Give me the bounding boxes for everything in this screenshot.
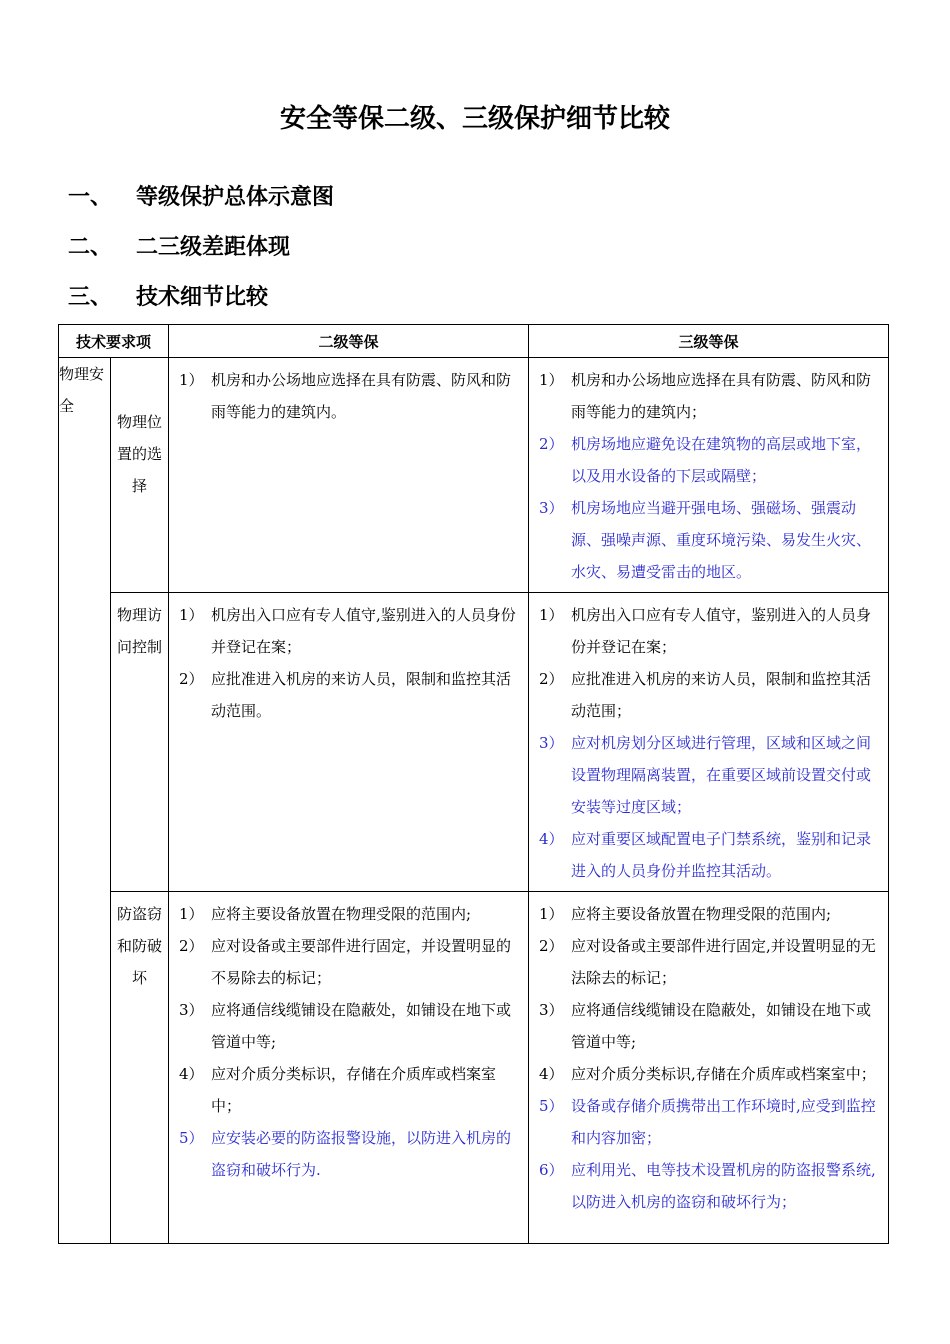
level3-cell bbox=[529, 892, 889, 1244]
section-label: 技术细节比较 bbox=[136, 285, 269, 310]
item-text: 应对机房划分区域进行管理，区域和区域之间设置物理隔离装置，在重要区域前设置交付或安装等过度区域； bbox=[571, 734, 872, 816]
item-number: 1） bbox=[179, 606, 204, 624]
list-item bbox=[535, 898, 882, 930]
item-text: 机房和办公场地应选择在具有防震、防风和防雨等能力的建筑内； bbox=[571, 371, 872, 421]
item-number: 1） bbox=[539, 905, 564, 923]
list-item bbox=[535, 823, 882, 887]
sub-item-label: 物理访问控制 bbox=[117, 606, 163, 656]
list-item bbox=[175, 1058, 522, 1122]
item-number: 5） bbox=[539, 1097, 564, 1115]
sub-item-cell bbox=[111, 892, 169, 1244]
level3-list bbox=[529, 358, 888, 592]
item-text: 机房和办公场地应选择在具有防震、防风和防雨等能力的建筑内。 bbox=[211, 371, 512, 421]
item-number: 2） bbox=[539, 670, 564, 688]
level2-list bbox=[169, 593, 528, 731]
header-requirement: 技术要求项 bbox=[59, 325, 169, 358]
item-number: 6） bbox=[539, 1161, 564, 1179]
section-heading-2 bbox=[68, 230, 290, 261]
level2-cell bbox=[169, 892, 529, 1244]
list-item bbox=[175, 663, 522, 727]
section-number: 三、 bbox=[68, 285, 113, 310]
list-item bbox=[535, 1090, 882, 1154]
list-item bbox=[175, 994, 522, 1058]
item-number: 1） bbox=[179, 905, 204, 923]
item-text: 应将通信线缆铺设在隐蔽处，如铺设在地下或管道中等; bbox=[571, 1001, 872, 1051]
item-text: 机房场地应当避开强电场、强磁场、强震动源、强噪声源、重度环境污染、易发生火灾、水灾、易遭受雷击的地区。 bbox=[571, 499, 872, 581]
level2-list bbox=[169, 892, 528, 1190]
level3-cell bbox=[529, 358, 889, 593]
table-row bbox=[59, 892, 889, 1244]
item-number: 4） bbox=[539, 830, 564, 848]
item-text: 应将通信线缆铺设在隐蔽处，如铺设在地下或管道中等; bbox=[211, 1001, 512, 1051]
list-item bbox=[535, 930, 882, 994]
item-number: 3） bbox=[539, 499, 564, 517]
category-cell: 物理安全 bbox=[59, 358, 111, 1244]
item-text: 应利用光、电等技术设置机房的防盗报警系统,以防进入机房的盗窃和破坏行为； bbox=[571, 1161, 876, 1211]
item-number: 5） bbox=[179, 1129, 204, 1147]
list-item bbox=[535, 364, 882, 428]
level2-cell bbox=[169, 358, 529, 593]
item-text: 应批准进入机房的来访人员，限制和监控其活动范围。 bbox=[211, 670, 512, 720]
item-text: 机房场地应避免设在建筑物的高层或地下室，以及用水设备的下层或隔壁； bbox=[571, 435, 872, 485]
item-text: 应将主要设备放置在物理受限的范围内; bbox=[211, 905, 472, 923]
item-number: 2） bbox=[179, 937, 204, 955]
table-row bbox=[59, 593, 889, 892]
header-level2: 二级等保 bbox=[169, 325, 529, 358]
list-item bbox=[535, 492, 882, 588]
level3-list bbox=[529, 892, 888, 1222]
level3-list bbox=[529, 593, 888, 891]
level2-list bbox=[169, 358, 528, 432]
page-title: 安全等保二级、三级保护细节比较 bbox=[279, 104, 670, 134]
list-item bbox=[535, 428, 882, 492]
header-level3: 三级等保 bbox=[529, 325, 889, 358]
item-text: 应对介质分类标识,存储在介质库或档案室中； bbox=[571, 1065, 876, 1083]
item-number: 1） bbox=[539, 606, 564, 624]
item-number: 3） bbox=[179, 1001, 204, 1019]
item-text: 机房出入口应有专人值守,鉴别进入的人员身份并登记在案； bbox=[211, 606, 516, 656]
comparison-table bbox=[58, 324, 889, 1244]
list-item bbox=[175, 364, 522, 428]
list-item bbox=[535, 1058, 882, 1090]
item-text: 应对重要区域配置电子门禁系统，鉴别和记录进入的人员身份并监控其活动。 bbox=[571, 830, 872, 880]
item-number: 3） bbox=[539, 1001, 564, 1019]
sub-item-cell bbox=[111, 593, 169, 892]
item-text: 应对设备或主要部件进行固定,并设置明显的无法除去的标记； bbox=[571, 937, 876, 987]
list-item bbox=[535, 663, 882, 727]
item-number: 2） bbox=[179, 670, 204, 688]
list-item bbox=[535, 599, 882, 663]
item-text: 应对设备或主要部件进行固定，并设置明显的不易除去的标记； bbox=[211, 937, 512, 987]
list-item bbox=[175, 599, 522, 663]
section-number: 一、 bbox=[68, 185, 113, 210]
list-item bbox=[535, 994, 882, 1058]
list-item bbox=[175, 1122, 522, 1186]
section-label: 等级保护总体示意图 bbox=[136, 185, 335, 210]
sub-item-label: 防盗窃和防破坏 bbox=[117, 905, 163, 987]
list-item bbox=[535, 727, 882, 823]
list-item bbox=[175, 898, 522, 930]
item-number: 1） bbox=[179, 371, 204, 389]
item-number: 3） bbox=[539, 734, 564, 752]
item-text: 应对介质分类标识，存储在介质库或档案室中； bbox=[211, 1065, 497, 1115]
item-number: 2） bbox=[539, 435, 564, 453]
list-item bbox=[535, 1154, 882, 1218]
sub-item-label: 物理位置的选择 bbox=[117, 413, 163, 495]
section-heading-3 bbox=[68, 280, 268, 311]
item-text: 应安装必要的防盗报警设施，以防进入机房的盗窃和破坏行为. bbox=[211, 1129, 512, 1179]
level3-cell bbox=[529, 593, 889, 892]
section-label: 二三级差距体现 bbox=[136, 235, 291, 260]
item-number: 4） bbox=[179, 1065, 204, 1083]
item-text: 设备或存储介质携带出工作环境时,应受到监控和内容加密； bbox=[571, 1097, 876, 1147]
item-number: 4） bbox=[539, 1065, 564, 1083]
list-item bbox=[175, 930, 522, 994]
level2-cell bbox=[169, 593, 529, 892]
sub-item-cell bbox=[111, 358, 169, 593]
item-number: 2） bbox=[539, 937, 564, 955]
table-row bbox=[59, 358, 889, 593]
section-heading-1 bbox=[68, 180, 334, 211]
item-text: 机房出入口应有专人值守，鉴别进入的人员身份并登记在案； bbox=[571, 606, 872, 656]
item-number: 1） bbox=[539, 371, 564, 389]
section-number: 二、 bbox=[68, 235, 113, 260]
item-text: 应批准进入机房的来访人员，限制和监控其活动范围； bbox=[571, 670, 872, 720]
item-text: 应将主要设备放置在物理受限的范围内; bbox=[571, 905, 832, 923]
table-header-row bbox=[59, 325, 889, 358]
